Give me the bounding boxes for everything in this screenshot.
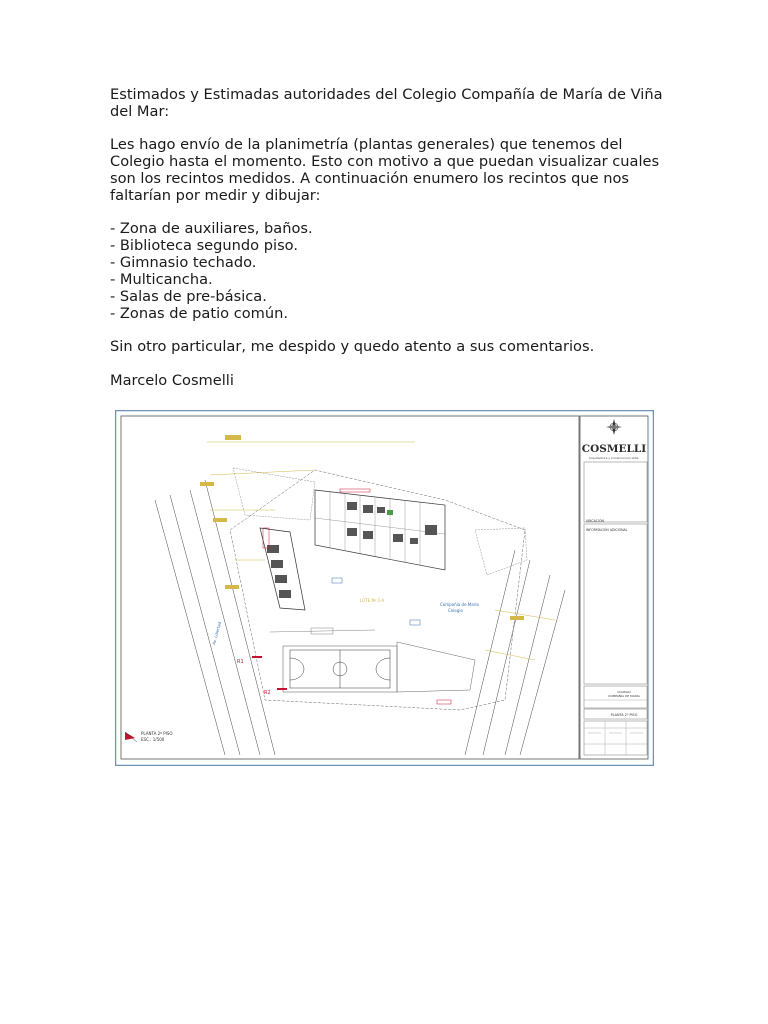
school-line-1: COLEGIO	[617, 690, 631, 694]
list-item: - Gimnasio techado.	[110, 254, 257, 271]
marker-r2: R2	[264, 690, 271, 696]
plan-outer-frame	[116, 411, 654, 766]
list-item: - Multicancha.	[110, 271, 213, 288]
brand-name: COSMELLI	[581, 443, 647, 455]
info-label: INFORMACIÓN ADICIONAL	[586, 528, 628, 532]
street-label: Av. Libertad	[211, 621, 223, 646]
marker-r1: R1	[237, 659, 244, 665]
lote-label: LOTE Nº 1-A	[360, 598, 385, 603]
body-paragraph: Les hago envío de la planimetría (plantas generales) que tenemos del Colegio hasta el momento. Esto con motivo a que puedan visualizar cuales son los recintos medidos. A continuación enumero los recintos que nos faltarían por medir y dibujar:	[110, 136, 660, 204]
list-item: - Biblioteca segundo piso.	[110, 237, 298, 254]
brand-subtitle: Arquitectura y Construcción Ltda.	[588, 456, 640, 460]
floor-plan-image	[115, 410, 654, 766]
ubicacion-label: UBICACIÓN	[586, 519, 604, 523]
greeting-paragraph: Estimados y Estimadas autoridades del Colegio Compañía de María de Viña del Mar:	[110, 86, 663, 120]
signature: Marcelo Cosmelli	[110, 372, 234, 389]
school-label-2: Colegio	[448, 608, 463, 613]
plan-caption-scale: ESC.: 1/500	[141, 737, 165, 742]
closing-paragraph: Sin otro particular, me despido y quedo atento a sus comentarios.	[110, 338, 595, 355]
list-item: - Zona de auxiliares, baños.	[110, 220, 313, 237]
school-label-1: Compañía de María	[440, 602, 479, 607]
list-item: - Salas de pre-básica.	[110, 288, 267, 305]
school-line-2: COMPAÑÍA DE MARÍA	[608, 694, 640, 698]
sheet-title: PLANTA 2º PISO	[610, 713, 638, 717]
missing-rooms-list	[110, 220, 670, 322]
plan-caption-title: PLANTA 2º PISO	[141, 731, 173, 736]
list-item: - Zonas de patio común.	[110, 305, 289, 322]
